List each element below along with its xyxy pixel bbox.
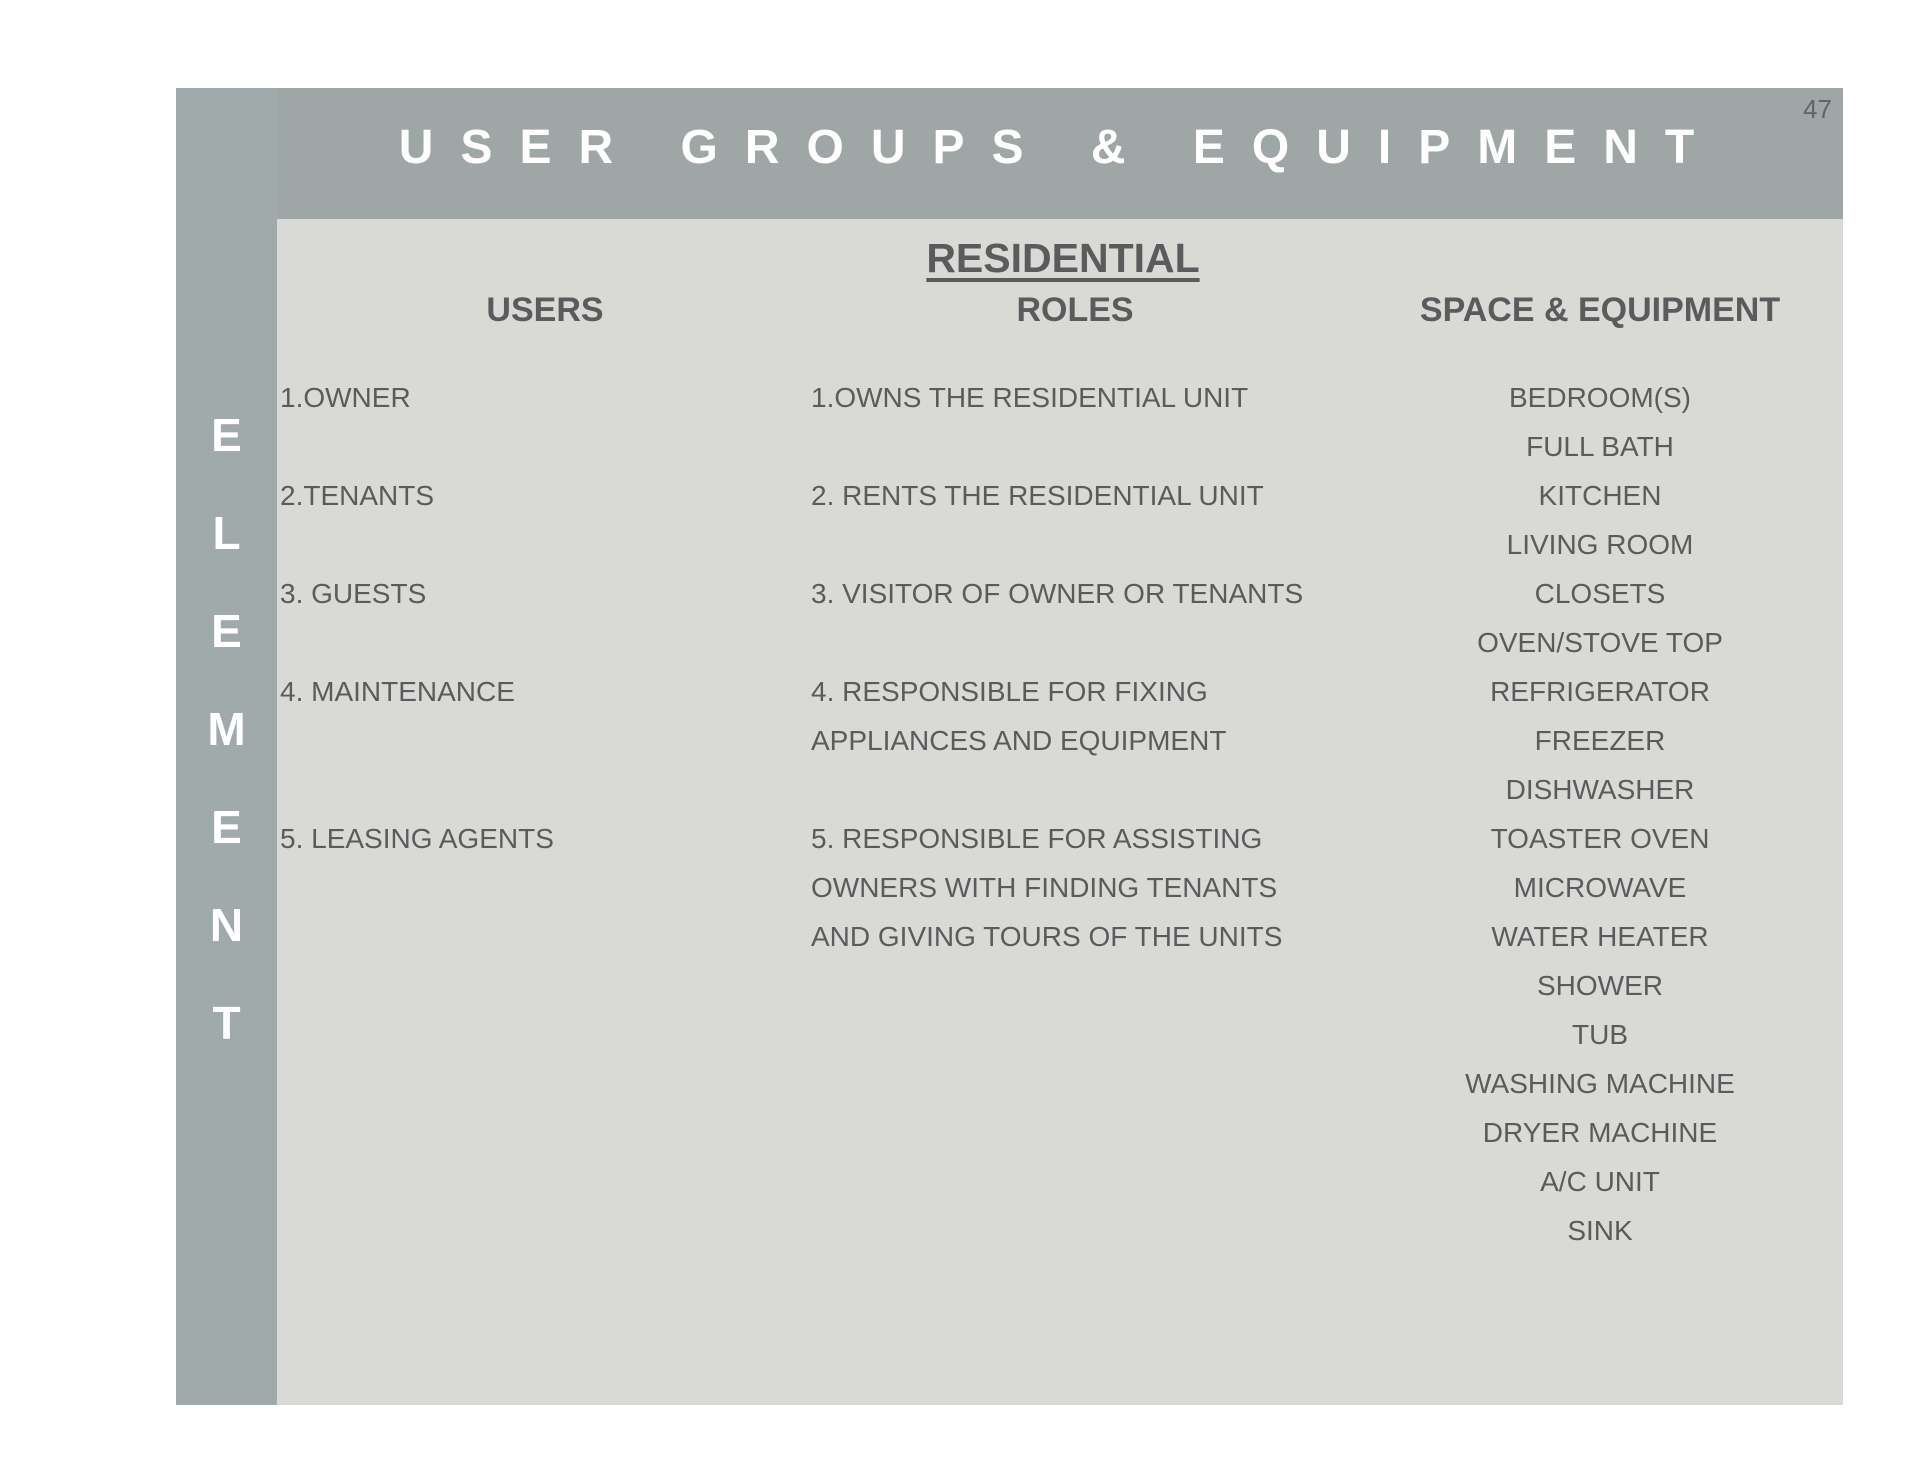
- list-item: 1.OWNS THE RESIDENTIAL UNIT: [811, 382, 1249, 413]
- list-item: OVEN/STOVE TOP: [1477, 627, 1723, 658]
- side-letters: [176, 405, 277, 1091]
- list-item: BEDROOM(S): [1509, 382, 1691, 413]
- list-item: LIVING ROOM: [1506, 529, 1694, 560]
- space-equipment-list: [1420, 373, 1780, 1255]
- list-item: DISHWASHER: [1505, 774, 1695, 805]
- side-letter: T: [212, 997, 241, 1049]
- spacer: [811, 422, 1303, 471]
- list-item: 5. RESPONSIBLE FOR ASSISTING: [811, 823, 1263, 854]
- list-item: 4. RESPONSIBLE FOR FIXING: [811, 676, 1208, 707]
- list-item: 3. VISITOR OF OWNER OR TENANTS: [811, 578, 1304, 609]
- list-item: 2.TENANTS: [280, 480, 435, 511]
- list-item: A/C UNIT: [1540, 1166, 1660, 1197]
- list-item: FULL BATH: [1526, 431, 1674, 462]
- list-item: SINK: [1567, 1215, 1633, 1246]
- list-item: AND GIVING TOURS OF THE UNITS: [811, 921, 1283, 952]
- roles-list: [811, 373, 1303, 961]
- list-item: OWNERS WITH FINDING TENANTS: [811, 872, 1278, 903]
- spacer: [811, 618, 1303, 667]
- list-item: REFRIGERATOR: [1490, 676, 1710, 707]
- list-item: 5. LEASING AGENTS: [280, 823, 554, 854]
- spacer: [811, 520, 1303, 569]
- side-letter: M: [207, 703, 246, 755]
- list-item: TUB: [1572, 1019, 1628, 1050]
- page-title: USER GROUPS & EQUIPMENT: [398, 121, 1722, 174]
- list-item: 1.OWNER: [280, 382, 411, 413]
- list-item: APPLIANCES AND EQUIPMENT: [811, 725, 1227, 756]
- side-letter: L: [212, 507, 241, 559]
- users-column-header: USERS: [486, 291, 604, 329]
- list-item: CLOSETS: [1534, 578, 1666, 609]
- list-item: 4. MAINTENANCE: [280, 676, 515, 707]
- list-item: WASHING MACHINE: [1465, 1068, 1735, 1099]
- side-letter: E: [211, 409, 242, 461]
- space-equipment-column-header: SPACE & EQUIPMENT: [1419, 291, 1781, 329]
- spacer: [280, 618, 554, 667]
- list-item: 3. GUESTS: [280, 578, 427, 609]
- side-letter: E: [211, 801, 242, 853]
- side-letter: N: [209, 899, 244, 951]
- spacer: [280, 716, 554, 765]
- list-item: FREEZER: [1534, 725, 1666, 756]
- section-title: RESIDENTIAL: [926, 235, 1200, 281]
- list-item: SHOWER: [1537, 970, 1663, 1001]
- list-item: DRYER MACHINE: [1482, 1117, 1718, 1148]
- list-item: 2. RENTS THE RESIDENTIAL UNIT: [811, 480, 1264, 511]
- list-item: KITCHEN: [1538, 480, 1662, 511]
- roles-column-header: ROLES: [1016, 291, 1134, 329]
- list-item: MICROWAVE: [1513, 872, 1687, 903]
- users-list: [280, 373, 554, 863]
- page-number: 47: [1803, 94, 1832, 124]
- list-item: TOASTER OVEN: [1490, 823, 1710, 854]
- spacer: [280, 422, 554, 471]
- spacer: [811, 765, 1303, 814]
- spacer: [280, 520, 554, 569]
- spacer: [280, 765, 554, 814]
- side-letter: E: [211, 605, 242, 657]
- list-item: WATER HEATER: [1491, 921, 1709, 952]
